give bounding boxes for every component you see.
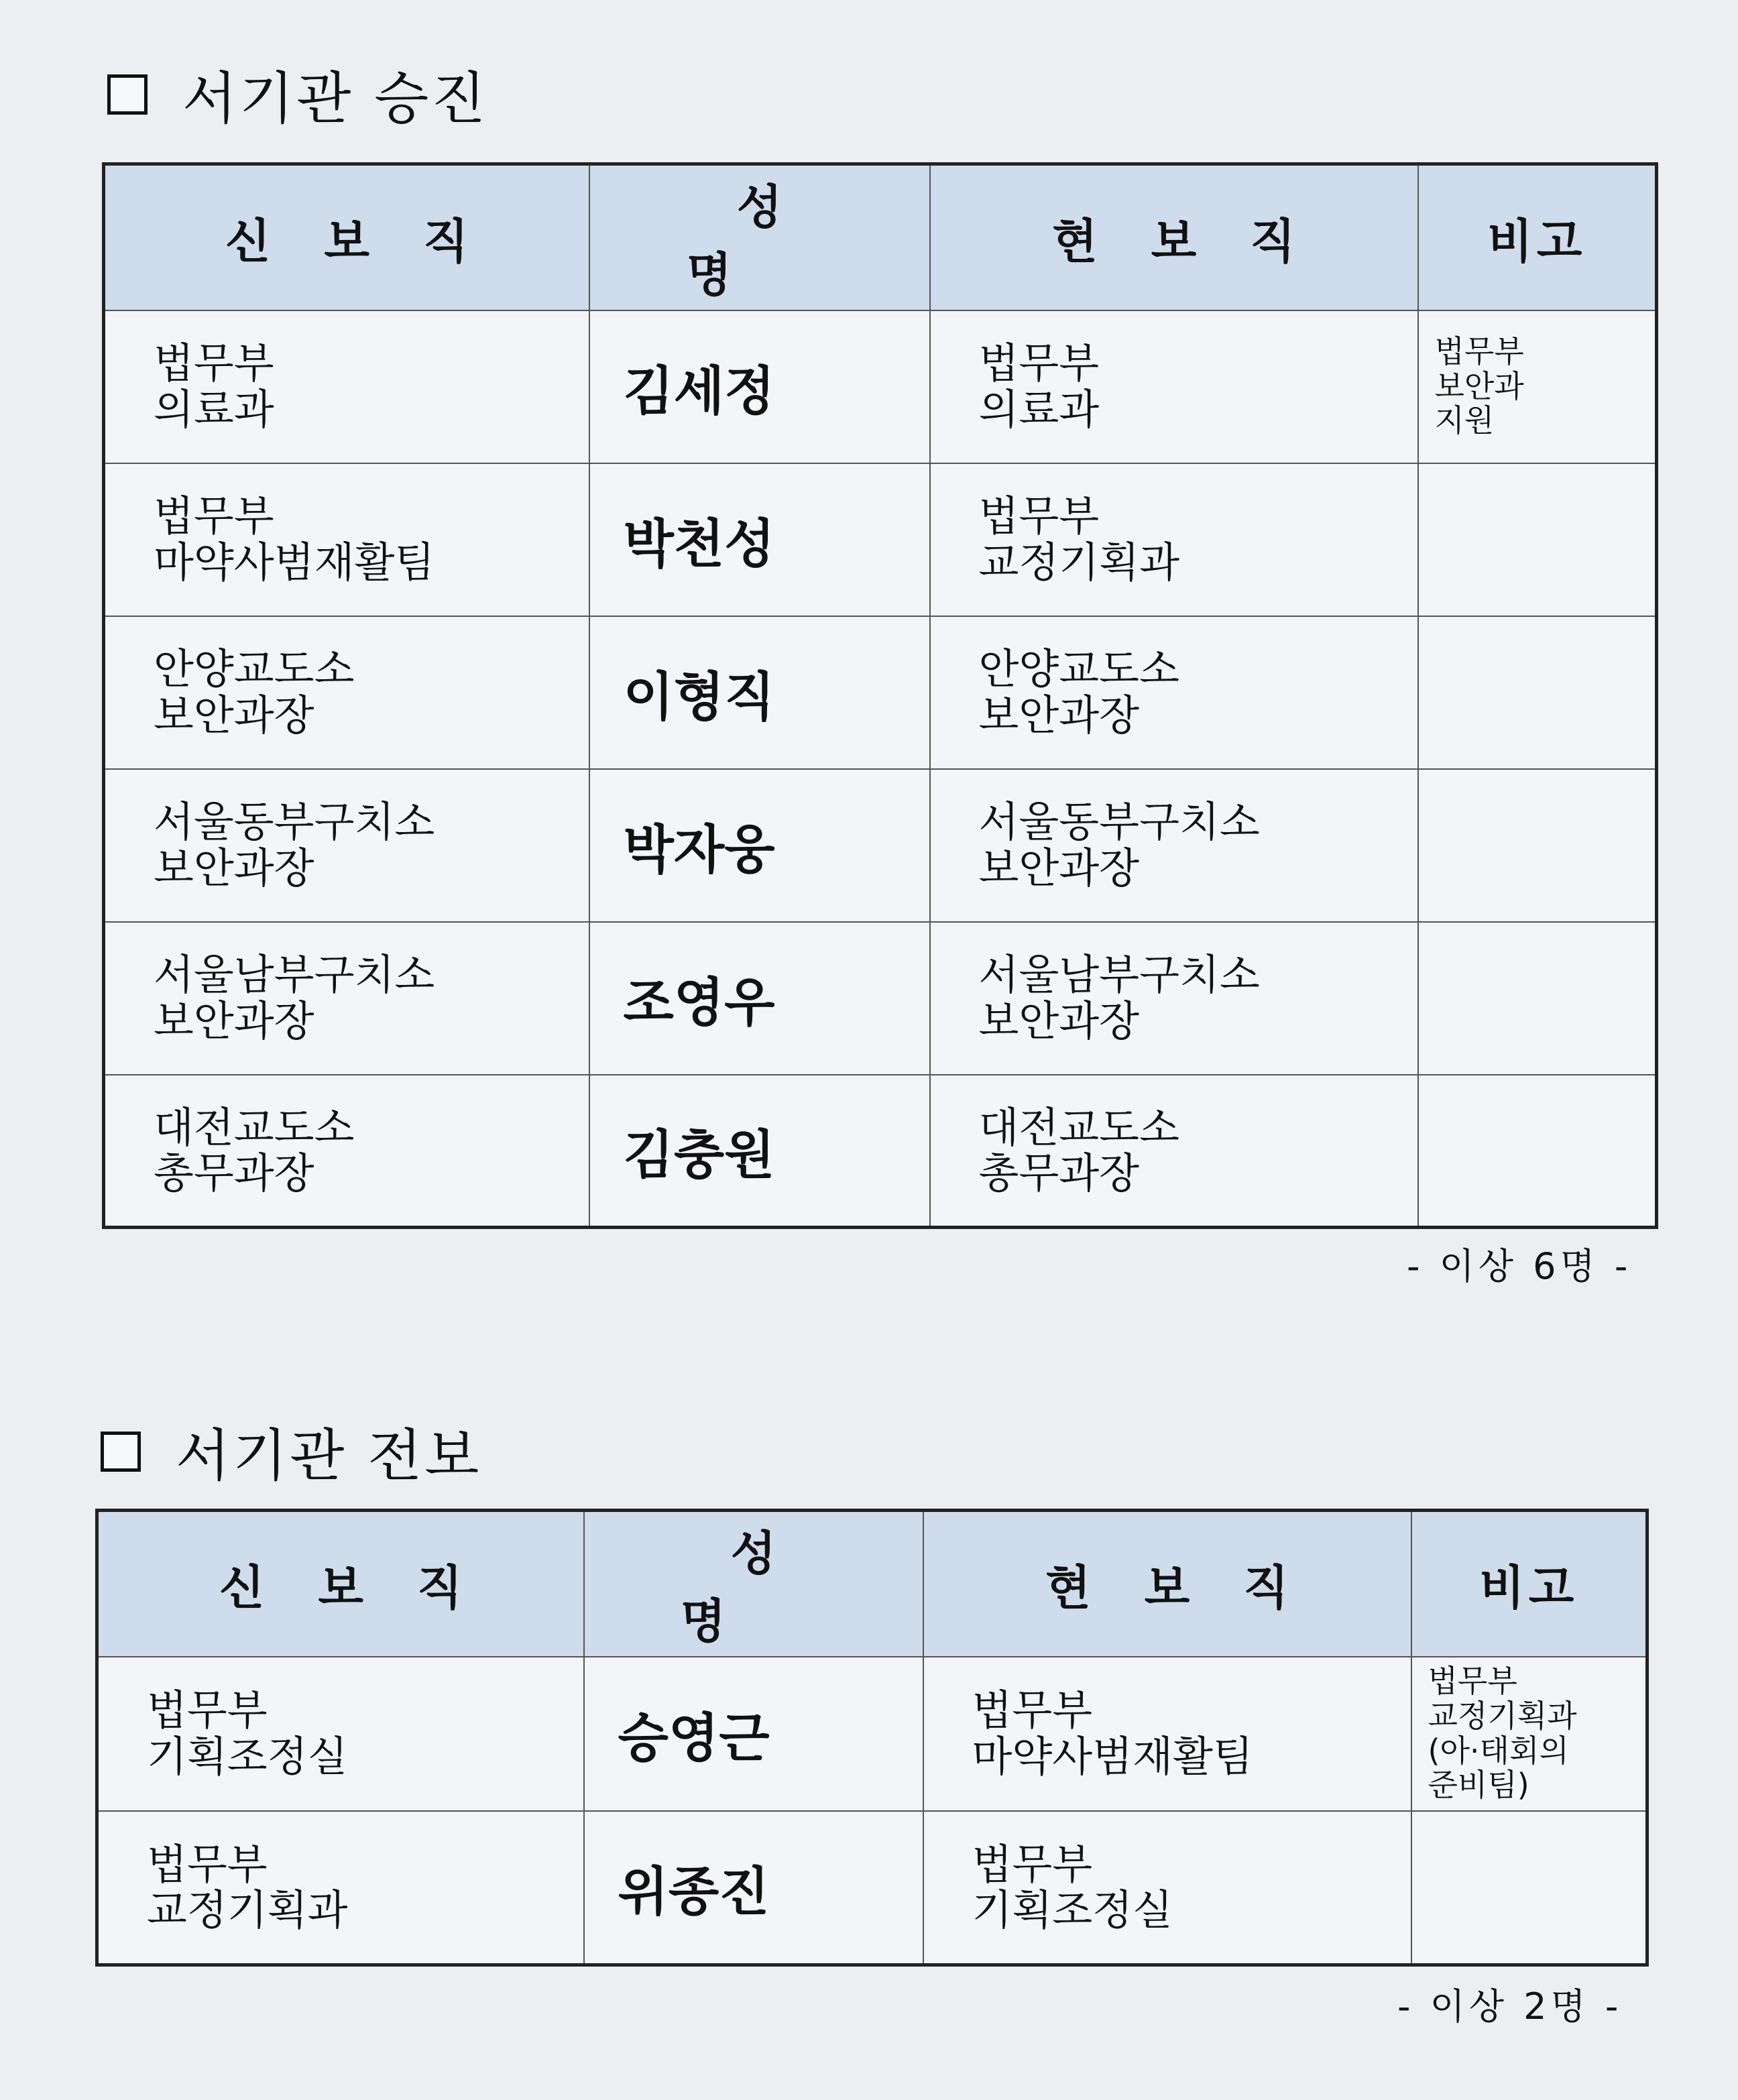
current-position-cell: 법무부 기획조정실 (923, 1811, 1411, 1965)
transfer-total: - 이상 2명 - (1397, 1985, 1623, 2028)
note-cell (1411, 1811, 1647, 1965)
header-new-position: 신보직 (104, 164, 589, 310)
header-new-position: 신보직 (97, 1511, 584, 1657)
new-position-cell: 법무부 교정기획과 (97, 1811, 584, 1965)
header-note: 비고 (1411, 1511, 1647, 1657)
current-position-cell: 서울남부구치소 보안과장 (930, 922, 1418, 1075)
new-position-cell: 서울남부구치소 보안과장 (104, 922, 589, 1075)
name-cell: 박천성 (589, 463, 930, 616)
promotion-table (102, 162, 1658, 1229)
table-row (104, 922, 1657, 1075)
current-position-cell: 법무부 교정기획과 (930, 463, 1418, 616)
checkbox-icon (107, 74, 148, 115)
checkbox-icon (101, 1432, 141, 1472)
transfer-title: 서기관 전보 (176, 1423, 482, 1489)
table-row (104, 616, 1657, 769)
header-note: 비고 (1418, 164, 1657, 310)
note-cell: 법무부 보안과 지원 (1418, 310, 1657, 463)
name-cell: 이형직 (589, 616, 930, 769)
table-row (97, 1657, 1647, 1811)
note-cell (1418, 616, 1657, 769)
note-cell (1418, 769, 1657, 922)
table-row (104, 769, 1657, 922)
current-position-cell: 법무부 의료과 (930, 310, 1418, 463)
header-name: 성명 (589, 164, 930, 310)
current-position-cell: 안양교도소 보안과장 (930, 616, 1418, 769)
new-position-cell: 서울동부구치소 보안과장 (104, 769, 589, 922)
table-header-row (104, 164, 1657, 310)
current-position-cell: 대전교도소 총무과장 (930, 1075, 1418, 1228)
current-position-cell: 서울동부구치소 보안과장 (930, 769, 1418, 922)
name-cell: 조영우 (589, 922, 930, 1075)
new-position-cell: 대전교도소 총무과장 (104, 1075, 589, 1228)
name-cell: 승영근 (584, 1657, 923, 1811)
table-row (97, 1811, 1647, 1965)
current-position-cell: 법무부 마약사범재활팀 (923, 1657, 1411, 1811)
name-cell: 위종진 (584, 1811, 923, 1965)
table-row (104, 463, 1657, 616)
new-position-cell: 법무부 의료과 (104, 310, 589, 463)
name-cell: 김충원 (589, 1075, 930, 1228)
promotion-total: - 이상 6명 - (1407, 1245, 1632, 1287)
transfer-section-title (101, 1411, 481, 1492)
transfer-table (95, 1509, 1649, 1967)
header-current-position: 현보직 (923, 1511, 1411, 1657)
name-cell: 박자웅 (589, 769, 930, 922)
new-position-cell: 안양교도소 보안과장 (104, 616, 589, 769)
table-row (104, 1075, 1657, 1228)
header-name: 성명 (584, 1511, 923, 1657)
new-position-cell: 법무부 마약사범재활팀 (104, 463, 589, 616)
note-cell (1418, 1075, 1657, 1228)
note-cell (1418, 463, 1657, 616)
new-position-cell: 법무부 기획조정실 (97, 1657, 584, 1811)
note-cell: 법무부 교정기획과 (아·태회의 준비팀) (1411, 1657, 1647, 1811)
promotion-section-title (107, 54, 488, 135)
table-row (104, 310, 1657, 463)
header-current-position: 현보직 (930, 164, 1418, 310)
table-header-row (97, 1511, 1647, 1657)
note-cell (1418, 922, 1657, 1075)
promotion-title: 서기관 승진 (182, 66, 489, 131)
name-cell: 김세정 (589, 310, 930, 463)
